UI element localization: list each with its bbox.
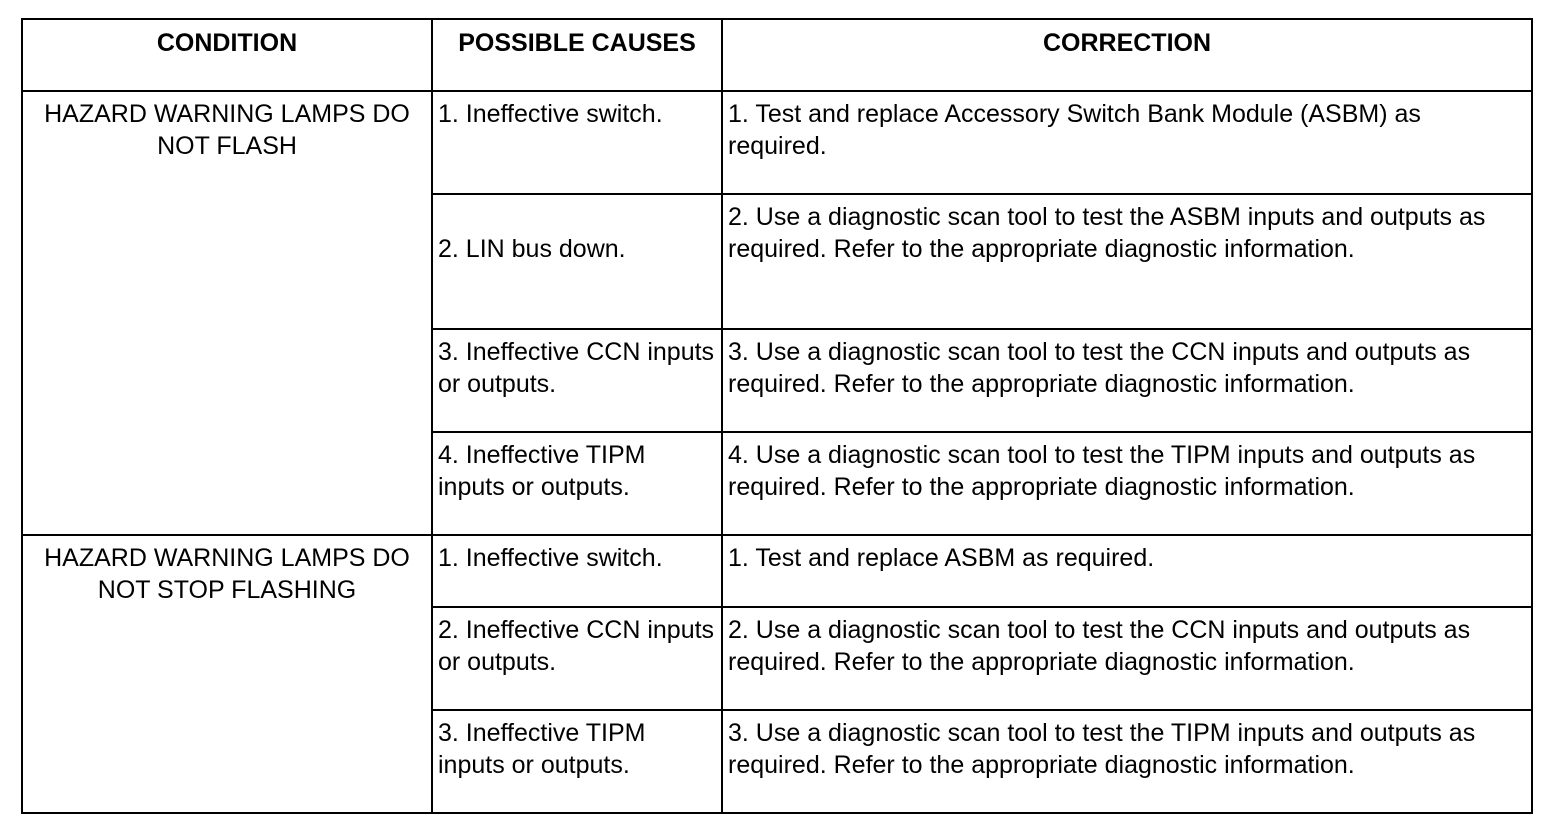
cause-cell: 3. Ineffective CCN inputs or outputs.	[432, 329, 722, 432]
correction-cell: 3. Use a diagnostic scan tool to test the CCN inputs and outputs as required. Refer to the appropriate diagnostic information.	[722, 329, 1532, 432]
condition-cell: HAZARD WARNING LAMPS DO NOT FLASH	[22, 91, 432, 535]
cause-cell: 2. Ineffective CCN inputs or outputs.	[432, 607, 722, 710]
condition-cell: HAZARD WARNING LAMPS DO NOT STOP FLASHING	[22, 535, 432, 813]
correction-cell: 1. Test and replace ASBM as required.	[722, 535, 1532, 607]
diagnosis-table	[21, 18, 1533, 814]
header-possible-causes: POSSIBLE CAUSES	[432, 19, 722, 91]
header-row	[22, 19, 1532, 91]
correction-cell: 2. Use a diagnostic scan tool to test the CCN inputs and outputs as required. Refer to the appropriate diagnostic information.	[722, 607, 1532, 710]
cause-cell: 2. LIN bus down.	[432, 194, 722, 329]
correction-cell: 1. Test and replace Accessory Switch Bank Module (ASBM) as required.	[722, 91, 1532, 194]
correction-cell: 2. Use a diagnostic scan tool to test the ASBM inputs and outputs as required. Refer to the appropriate diagnostic information.	[722, 194, 1532, 329]
header-correction: CORRECTION	[722, 19, 1532, 91]
cause-cell: 1. Ineffective switch.	[432, 535, 722, 607]
cause-cell: 4. Ineffective TIPM inputs or outputs.	[432, 432, 722, 535]
cause-cell: 1. Ineffective switch.	[432, 91, 722, 194]
table-row	[22, 535, 1532, 607]
header-condition: CONDITION	[22, 19, 432, 91]
correction-cell: 3. Use a diagnostic scan tool to test the TIPM inputs and outputs as required. Refer to the appropriate diagnostic information.	[722, 710, 1532, 813]
table-row	[22, 91, 1532, 194]
cause-cell: 3. Ineffective TIPM inputs or outputs.	[432, 710, 722, 813]
correction-cell: 4. Use a diagnostic scan tool to test the TIPM inputs and outputs as required. Refer to the appropriate diagnostic information.	[722, 432, 1532, 535]
